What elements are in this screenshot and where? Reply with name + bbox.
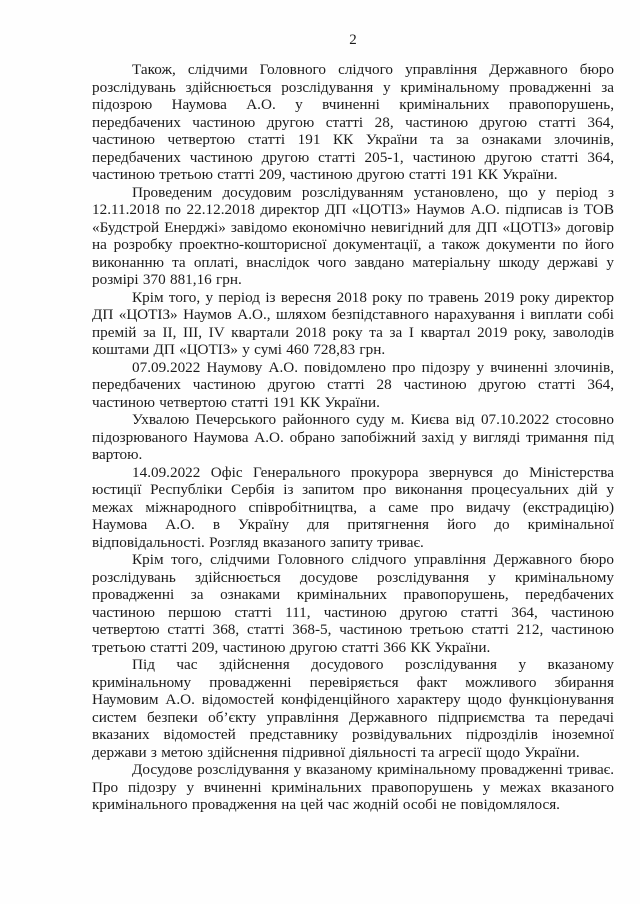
paragraph: Під час здійснення досудового розслідування у вказаному кримінальному провадженні перевіряється факт можливого збирання Наумовим А.О. відомостей конфіденційного характеру щодо функціонування систем безпеки об’єкту управління Державного підприємства та передачі вказаних відомостей представнику розвідувальних підрозділів іноземної держави з метою здійснення підривної діяльності та агресії щодо України.: [92, 656, 614, 761]
paragraph: Проведеним досудовим розслідуванням установлено, що у період з 12.11.2018 по 22.12.2018 директор ДП «ЦОТІЗ» Наумов А.О. підписав із ТОВ «Будстрой Енерджі» завідомо економічно невигідний для ДП «ЦОТІЗ» договір на розробку проектно-кошторисної документації, а також документи по його виконанню та оплаті, внаслідок чого завдано матеріальну шкоду державі у розмірі 370 881,16 грн.: [92, 183, 614, 288]
paragraph: Також, слідчими Головного слідчого управління Державного бюро розслідувань здійснюється розслідування у кримінальному провадженні за підозрою Наумова А.О. у вчиненні кримінальних правопорушень, передбачених частиною другою статті 28, частиною другою статті 364, частиною четвертою статті 191 КК України та за ознаками злочинів, передбачених частиною другою статті 205-1, частиною другою статті 364, частиною третьою статті 209, частиною другою статті 191 КК України.: [92, 61, 614, 183]
document-body: [92, 61, 614, 814]
paragraph: Ухвалою Печерського районного суду м. Києва від 07.10.2022 стосовно підозрюваного Наумова А.О. обрано запобіжний захід у вигляді тримання під вартою.: [92, 411, 614, 463]
paragraph: 14.09.2022 Офіс Генерального прокурора звернувся до Міністерства юстиції Республіки Сербія із запитом про виконання процесуальних дій у межах міжнародного співробітництва, а саме про видачу (екстрадицію) Наумова А.О. в Україну для притягнення його до кримінальної відповідальності. Розгляд вказаного запиту триває.: [92, 463, 614, 551]
paragraph: Крім того, слідчими Головного слідчого управління Державного бюро розслідувань здійснюється досудове розслідування у кримінальному провадженні за ознаками кримінальних правопорушень, передбачених частиною першою статті 111, частиною другою статті 364, частиною четвертою статті 368, статті 368-5, частиною третьою статті 212, частиною третьою статті 209, частиною другою статті 366 КК України.: [92, 551, 614, 656]
paragraph: 07.09.2022 Наумову А.О. повідомлено про підозру у вчиненні злочинів, передбачених частиною другою статті 28 частиною другою статті 364, частиною четвертою статті 191 КК України.: [92, 358, 614, 411]
paragraph: Досудове розслідування у вказаному кримінальному провадженні триває. Про підозру у вчиненні кримінальних правопорушень у межах вказаного кримінального провадження на цей час жодній особі не повідомлялося.: [92, 761, 614, 813]
page-number: 2: [349, 32, 357, 48]
paragraph: Крім того, у період із вересня 2018 року по травень 2019 року директор ДП «ЦОТІЗ» Наумов А.О., шляхом безпідставного нарахування і виплати собі премій за II, III, IV квартали 2018 року та за I квартал 2019 року, заволодів коштами ДП «ЦОТІЗ» у сумі 460 728,83 грн.: [92, 288, 614, 358]
